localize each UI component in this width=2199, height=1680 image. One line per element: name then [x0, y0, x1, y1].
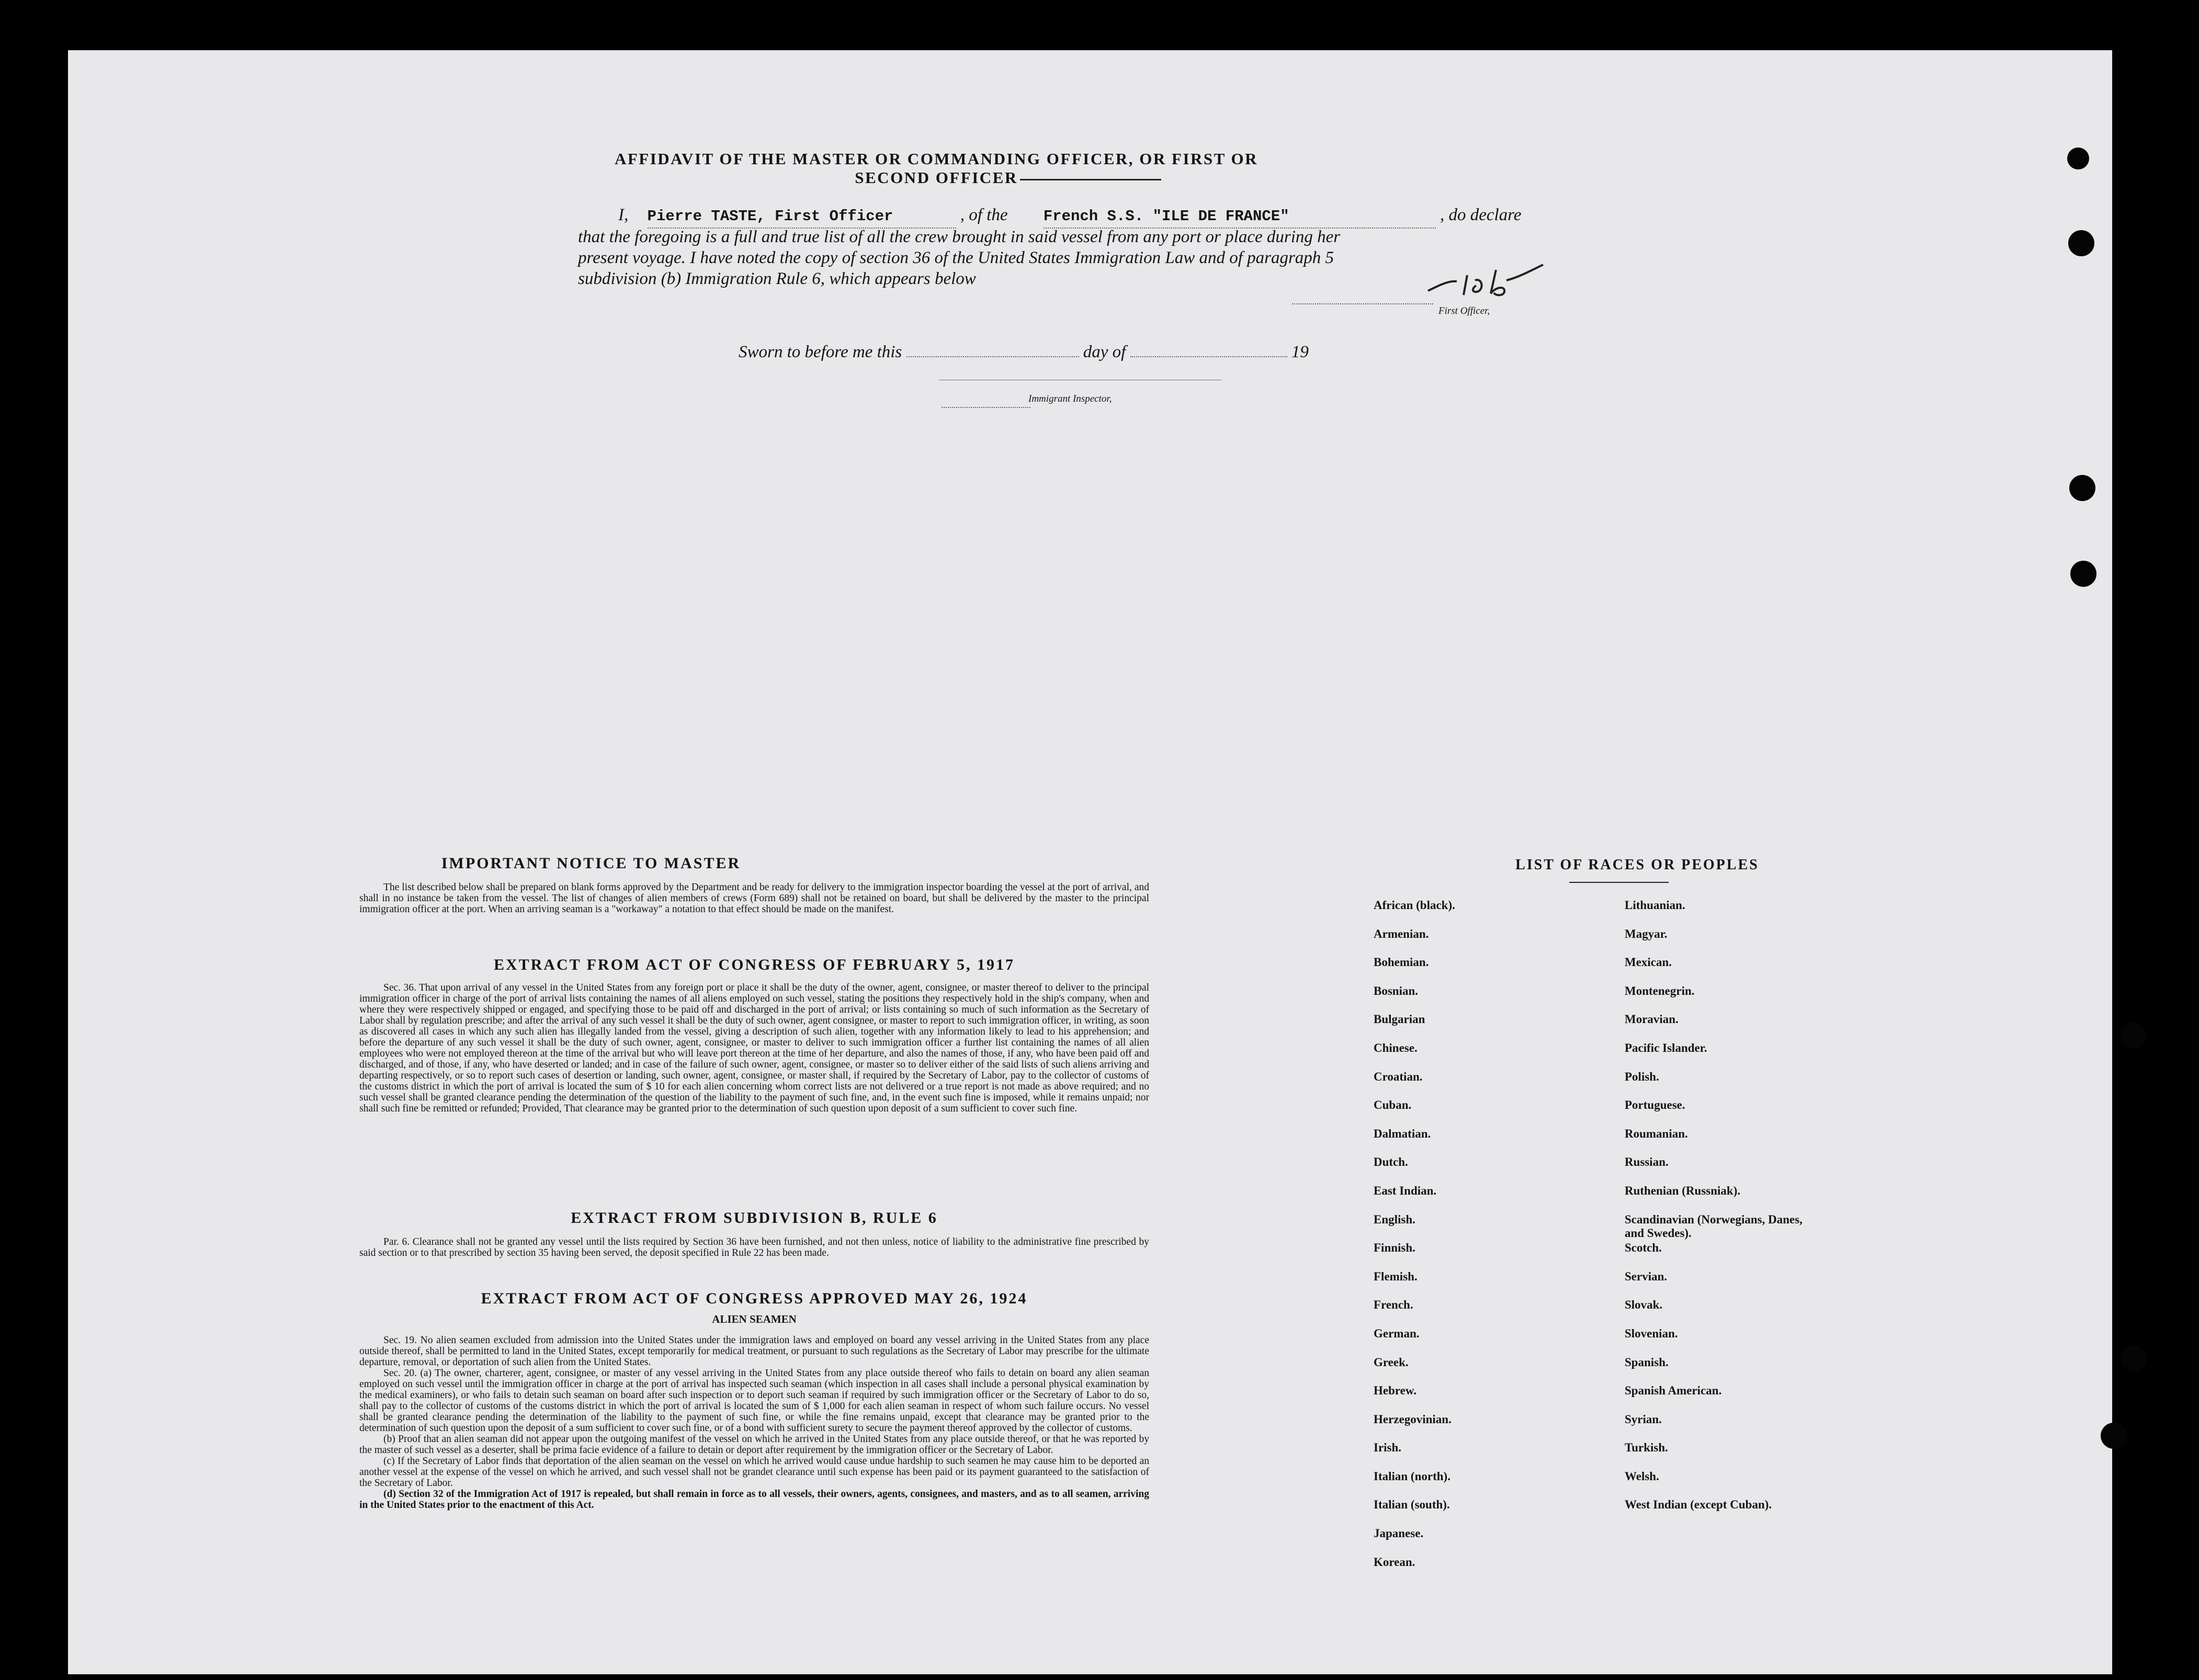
races-column-1	[1374, 899, 1562, 1584]
extract-rule6-heading: EXTRACT FROM SUBDIVISION B, RULE 6	[571, 1209, 938, 1227]
document-page	[68, 50, 2112, 1674]
race-entry: Japanese.	[1374, 1527, 1424, 1540]
extract-1924-heading: EXTRACT FROM ACT OF CONGRESS APPROVED MAY 26, 1924	[481, 1290, 1028, 1307]
race-entry: East Indian.	[1374, 1184, 1437, 1197]
race-entry: Hebrew.	[1374, 1384, 1416, 1398]
sec-19-paragraph: Sec. 19. No alien seamen excluded from admission into the United States under the immigration laws and employed on board any vessel arriving in the United States from any place outside thereof, shall be permitted to land in the United States, except temporarily for medical treatment, or pursuant to such regulations as the Secretary of Labor may prescribe for the ultimate departure, removal, or deportation of such alien from the United States.	[359, 1335, 1149, 1368]
race-entry: Spanish.	[1625, 1355, 1669, 1369]
race-entry: Montenegrin.	[1625, 984, 1695, 997]
of-the-label: , of the	[960, 206, 1008, 224]
race-entry: Mexican.	[1625, 956, 1672, 969]
race-entry: Welsh.	[1625, 1469, 1659, 1483]
race-entry: Croatian.	[1374, 1070, 1423, 1083]
race-entry: Finnish.	[1374, 1241, 1415, 1255]
signature-line	[1292, 303, 1433, 304]
races-underline	[1569, 882, 1669, 883]
race-entry: Scotch.	[1625, 1241, 1662, 1255]
sworn-day-label: day of	[1083, 343, 1126, 361]
sec-20d-paragraph: (d) Section 32 of the Immigration Act of 1917 is repealed, but shall remain in force as to all vessels, their owners, agents, consignees, and masters, and as to all seamen, arriving in the United States prior to the enactment of this Act.	[359, 1489, 1149, 1511]
races-column-2	[1625, 899, 1813, 1527]
sworn-prefix: Sworn to before me this	[739, 343, 902, 361]
extract-1924-text	[359, 1335, 1149, 1511]
race-entry: Flemish.	[1374, 1269, 1418, 1283]
extract-1917-text	[359, 982, 1149, 1114]
race-entry: Slovenian.	[1625, 1326, 1678, 1340]
title-underline	[1020, 179, 1161, 180]
race-entry: Herzegovinian.	[1374, 1412, 1452, 1426]
race-entry: Bulgarian	[1374, 1013, 1425, 1026]
race-entry: English.	[1374, 1212, 1415, 1226]
race-entry: Greek.	[1374, 1355, 1409, 1369]
race-entry: Armenian.	[1374, 927, 1429, 940]
notice-heading: IMPORTANT NOTICE TO MASTER	[441, 855, 741, 872]
race-entry: Dutch.	[1374, 1155, 1408, 1169]
race-entry: Portuguese.	[1625, 1098, 1685, 1112]
race-entry: African (black).	[1374, 899, 1455, 912]
race-entry: Polish.	[1625, 1070, 1659, 1083]
race-entry: Bosnian.	[1374, 984, 1419, 997]
signature-caption: First Officer,	[1438, 305, 1490, 316]
par-6-paragraph: Par. 6. Clearance shall not be granted any vessel until the lists required by Section 36 have been furnished, and not then unless, notice of liability to the administrative fine prescribed by said section or to that prescribed by section 35 having been served, the deposit specified in Rule 22 has been made.	[359, 1236, 1149, 1258]
race-entry: Italian (north).	[1374, 1469, 1450, 1483]
notice-text	[359, 882, 1149, 915]
race-entry: French.	[1374, 1298, 1413, 1312]
binder-hole	[2121, 1345, 2147, 1371]
extract-1917-heading: EXTRACT FROM ACT OF CONGRESS OF FEBRUARY 5, 1917	[493, 956, 1015, 973]
race-entry: Chinese.	[1374, 1041, 1418, 1054]
inspector-line	[942, 407, 1030, 408]
sec-20b-paragraph: (b) Proof that an alien seaman did not appear upon the outgoing manifest of the vessel on which he arrived in the United States from any place outside thereof, or that he was reported by the master of such vessel as a deserter, shall be prima facie evidence of a failure to detain or deport after requirement by the immigration officer or the Secretary of Labor.	[359, 1434, 1149, 1456]
sec-20c-paragraph: (c) If the Secretary of Labor finds that deportation of the alien seaman on the vessel on which he arrived would cause undue hardship to such seamen he may cause him to be deported an another vessel at the expense of the vessel on which he arrived, and such vessel shall not be grandet clearance until such expense has been paid or its payment guaranteed to the satisfaction of the Secretary of Labor.	[359, 1456, 1149, 1489]
extract-rule6-text	[359, 1236, 1149, 1258]
race-entry: Irish.	[1374, 1441, 1402, 1455]
race-entry: German.	[1374, 1326, 1420, 1340]
binder-hole	[2068, 230, 2094, 256]
race-entry: Magyar.	[1625, 927, 1668, 940]
race-entry: Moravian.	[1625, 1013, 1679, 1026]
race-entry: Lithuanian.	[1625, 899, 1685, 912]
binder-hole	[2121, 1023, 2147, 1049]
race-entry: Slovak.	[1625, 1298, 1663, 1312]
binder-hole	[2101, 1423, 2127, 1449]
section-36-paragraph: Sec. 36. That upon arrival of any vessel in the United States from any foreign port or place it shall be the duty of the owner, agent, consignee, or master thereof to deliver to the principal immigration officer in charge of the port of arrival lists containing the names of all aliens employed on such vessel, stating the positions they respectively hold in the ship's company, when and where they were respectively shipped or engaged, and specifying those to be paid off and discharged in the port of arrival; or lists containing so much of such information as the Secretary of Labor shall by regulation prescribe; and after the arrival of any such vessel it shall be the duty of such owner, agent consignee, or master to report to such immigration officer, in writing, as soon as discovered all cases in which any such alien has illegally landed from the vessel, giving a description of such alien, together with any information likely to lead to his apprehension; and before the departure of any such vessel it shall be the duty of such owner, agent, consignee, or master to deliver to such immigration officer a further list containing the names of all alien employees who were not employed thereon at the time of the arrival but who will leave port thereon at the time of her departure, and also the names of those, if any, who have been paid off and discharged, and of those, if any, who have deserted or landed; and in case of the failure of such owner, agent, consignee, or master so to deliver either of the said lists of such aliens arriving and departing respectively, or so to report such cases of desertion or landing, such owner, agent, consignee, or master shall, if required by the Secretary of Labor, pay to the collector of customs of the customs district in which the port of arrival is located the sum of $ 10 for each alien concerning whom correct lists are not delivered or a true report is not made as above required; and no such vessel shall be granted clearance pending the determination of the question of the liability to the payment of such fine, and, in the event such fine is imposed, while it remains unpaid; nor shall such fine be remitted or refunded; Provided, That clearance may be granted prior to the determination of such question upon deposit of a sum sufficient to cover such fine.	[359, 982, 1149, 1114]
binder-hole	[2067, 147, 2089, 169]
race-entry: Scandinavian (Norwegians, Danes, and Swedes).	[1625, 1212, 1803, 1240]
binder-hole	[2070, 561, 2096, 587]
vessel-name: French S.S. "ILE DE FRANCE"	[1044, 206, 1436, 229]
binder-hole	[2069, 475, 2095, 501]
race-entry: Ruthenian (Russniak).	[1625, 1184, 1741, 1197]
declaration-line-3: present voyage. I have noted the copy of section 36 of the United States Immigration Law and of paragraph 5	[578, 248, 1334, 267]
alien-seamen-subheading: ALIEN SEAMEN	[712, 1313, 797, 1325]
race-entry: Bohemian.	[1374, 956, 1429, 969]
declaration-line-4: subdivision (b) Immigration Rule 6, which appears below	[578, 269, 976, 288]
inspector-label: Immigrant Inspector,	[1028, 393, 1112, 404]
pronoun: I,	[618, 206, 629, 224]
race-entry: Roumanian.	[1625, 1127, 1688, 1140]
races-heading: LIST OF RACES OR PEOPLES	[1515, 857, 1759, 873]
affidavit-title: AFFIDAVIT OF THE MASTER OR COMMANDING OFFICER, OR FIRST OR SECOND OFFICER	[614, 150, 1259, 187]
race-entry: Pacific Islander.	[1625, 1041, 1707, 1054]
declaration-line-1	[607, 204, 1521, 229]
do-declare-label: , do declare	[1439, 206, 1522, 224]
race-entry: Turkish.	[1625, 1441, 1668, 1455]
race-entry: Italian (south).	[1374, 1498, 1450, 1512]
race-entry: Cuban.	[1374, 1098, 1412, 1112]
sec-20a-paragraph: Sec. 20. (a) The owner, charterer, agent, consignee, or master of any vessel arriving in the United States from any place outside thereof who fails to detain on board any alien seaman employed on such vessel until the immigration officer in charge at the port of arrival has inspected such seaman (which inspection in all cases shall include a personal physical examination by the medical examiners), or who fails to detain such seaman on board after such inspection or to deport such seaman if required by such immigration officer or the Secretary of Labor to do so, shall pay to the collector of customs of the customs district in which the port of arrival is located the sum of $ 1,000 for each alien seaman in respect of whom such failure occurs. No vessel shall be granted clearance pending the determination of the liability to the payment of such fine, or while the fine remains unpaid, except that clearance may be granted prior to the determination of such question upon the deposit of a sum sufficient to cover such fine, or of a bond with sufficient surety to secure the payment thereof approved by the collector of customs.	[359, 1368, 1149, 1434]
race-entry: Russian.	[1625, 1155, 1669, 1169]
notice-paragraph: The list described below shall be prepared on blank forms approved by the Department and be ready for delivery to the immigration inspector boarding the vessel at the port of arrival, and shall in no instance be taken from the vessel. The list of changes of alien members of crews (Form 689) shall not be retained on board, but shall be delivered by the master to the principal immigration officer at the port. When an arriving seaman is a "workaway" a notation to that effect should be made on the manifest.	[359, 882, 1149, 915]
officer-signature	[1418, 249, 1585, 307]
race-entry: Dalmatian.	[1374, 1127, 1431, 1140]
race-entry: Servian.	[1625, 1269, 1668, 1283]
race-entry: Syrian.	[1625, 1412, 1662, 1426]
declaration-line-2: that the foregoing is a full and true list of all the crew brought in said vessel from any port or place during her	[578, 228, 1341, 246]
race-entry: Spanish American.	[1625, 1384, 1722, 1398]
sworn-year: 19	[1291, 343, 1309, 361]
sworn-line	[739, 341, 1309, 363]
officer-name: Pierre TASTE, First Officer	[648, 206, 956, 229]
race-entry: Korean.	[1374, 1555, 1415, 1569]
race-entry: West Indian (except Cuban).	[1625, 1498, 1772, 1512]
